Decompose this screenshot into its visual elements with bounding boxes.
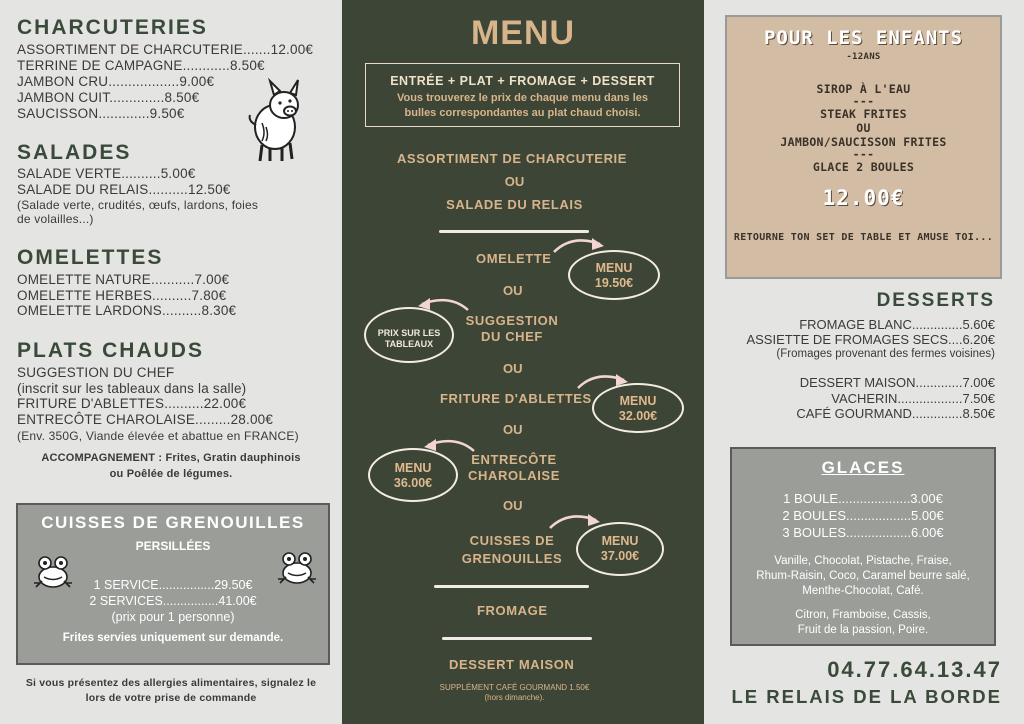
formula-title: ENTRÉE + PLAT + FROMAGE + DESSERT xyxy=(390,74,655,88)
menu-item xyxy=(460,532,564,568)
menu-line: ASSORTIMENT DE CHARCUTERIE.......12.00€ xyxy=(17,42,314,57)
menu-line: JAMBON CRU..................9.00€ xyxy=(17,74,215,89)
menu-item-line: SUGGESTION xyxy=(465,313,559,328)
kids-price: 12.00€ xyxy=(822,186,905,210)
menu-line: SALADE VERTE..........5.00€ xyxy=(17,166,196,181)
flavours-line: Citron, Framboise, Cassis, xyxy=(795,609,931,621)
menu-item: FROMAGE xyxy=(477,603,548,618)
menu-item: OMELETTE xyxy=(476,251,552,266)
menu-line: CAFÉ GOURMAND..............8.50€ xyxy=(796,406,995,421)
allergy-note: Si vous présentez des allergies alimentaires, signalez le xyxy=(25,677,317,689)
menu-line: SAUCISSON.............9.50€ xyxy=(17,106,185,121)
salades-title: SALADES xyxy=(17,141,132,164)
menu-note: Frites servies uniquement sur demande. xyxy=(62,632,284,644)
supplement-note: SUPPLÉMENT CAFÉ GOURMAND 1.50€ xyxy=(439,683,590,692)
menu-item-line: CUISSES DE xyxy=(469,533,555,548)
pig-icon xyxy=(240,75,310,165)
menu-line: 3 BOULES..................6.00€ xyxy=(782,525,944,540)
menu-note: (Fromages provenant des fermes voisines) xyxy=(776,348,995,360)
kids-item: GLACE 2 BOULES xyxy=(812,160,915,174)
flavours-line: Vanille, Chocolat, Pistache, Fraise, xyxy=(774,555,952,567)
menu-line: 1 BOULE....................3.00€ xyxy=(783,491,943,506)
glaces-box xyxy=(730,447,996,646)
menu-line: VACHERIN..................7.50€ xyxy=(831,391,995,406)
flavours-line: Menthe-Chocolat, Café. xyxy=(802,585,924,597)
kids-item: SIROP À L'EAU xyxy=(816,82,911,96)
menu-line: ENTRECÔTE CHAROLAISE.........28.00€ xyxy=(17,412,274,427)
menu-line: OMELETTE NATURE...........7.00€ xyxy=(17,272,230,287)
frog-icon xyxy=(32,553,74,591)
menu-formula-box xyxy=(365,63,680,127)
menu-line: SALADE DU RELAIS..........12.50€ xyxy=(17,182,231,197)
bubble-price: 32.00€ xyxy=(618,409,658,423)
flavours-line: Rhum-Raisin, Coco, Caramel beurre salé, xyxy=(756,570,970,582)
menu-note: (Env. 350G, Viande élevée et abattue en FRANCE) xyxy=(17,429,299,443)
restaurant-name: LE RELAIS DE LA BORDE xyxy=(731,686,1002,707)
grenouilles-title: CUISSES DE GRENOUILLES xyxy=(41,513,305,532)
menu-line: DESSERT MAISON.............7.00€ xyxy=(799,375,995,390)
accompagnement: ACCOMPAGNEMENT : Frites, Gratin dauphinois xyxy=(41,452,301,464)
kids-item: JAMBON/SAUCISSON FRITES xyxy=(780,135,947,149)
menu-line: SUGGESTION DU CHEF xyxy=(17,365,175,380)
menu-item-line: ENTRECÔTE xyxy=(471,452,557,467)
curved-arrow-icon xyxy=(552,234,608,256)
menu-item-line: GRENOUILLES xyxy=(461,551,563,566)
bubble-label: MENU xyxy=(601,534,639,548)
or-label: OU xyxy=(503,498,523,513)
menu-item: ASSORTIMENT DE CHARCUTERIE xyxy=(396,151,628,166)
bubble-label: MENU xyxy=(394,461,432,475)
menu-line: FRITURE D'ABLETTES..........22.00€ xyxy=(17,396,247,411)
flavours-line: Fruit de la passion, Poire. xyxy=(797,624,929,636)
or-label: OU xyxy=(503,422,523,437)
menu-item-line: DU CHEF xyxy=(481,329,543,344)
menu-item: DESSERT MAISON xyxy=(449,657,575,672)
divider-stroke xyxy=(439,230,589,233)
menu-item-line: CHAROLAISE xyxy=(468,468,560,483)
plats-title: PLATS CHAUDS xyxy=(17,339,204,362)
bubble-label: MENU xyxy=(619,394,657,408)
kids-separator: --- xyxy=(852,94,875,108)
kids-separator: --- xyxy=(852,147,875,161)
grenouilles-subtitle: PERSILLÉES xyxy=(135,539,211,553)
menu-item: SALADE DU RELAIS xyxy=(446,197,583,212)
omelettes-title: OMELETTES xyxy=(17,246,164,269)
curved-arrow-icon xyxy=(420,435,476,457)
left-column xyxy=(0,0,342,724)
menu-note: (prix pour 1 personne) xyxy=(111,610,235,624)
phone-number: 04.77.64.13.47 xyxy=(827,657,1002,682)
curved-arrow-icon xyxy=(576,370,632,392)
kids-item: STEAK FRITES xyxy=(820,107,907,121)
bubble-label: PRIX SUR LES xyxy=(377,328,441,338)
grenouilles-box xyxy=(16,503,330,665)
kids-menu-box xyxy=(725,15,1002,279)
or-label: OU xyxy=(504,174,525,189)
bubble-price: 19.50€ xyxy=(594,276,634,290)
menu-line: OMELETTE LARDONS..........8.30€ xyxy=(17,303,237,318)
kids-footer: RETOURNE TON SET DE TABLE ET AMUSE TOI... xyxy=(733,232,994,243)
bubble-price: 36.00€ xyxy=(393,476,433,490)
bubble-label: MENU xyxy=(595,261,633,275)
allergy-note: lors de votre prise de commande xyxy=(85,692,257,704)
right-column xyxy=(704,0,1024,724)
kids-title: POUR LES ENFANTS xyxy=(763,27,964,49)
bubble-label: TABLEAUX xyxy=(384,339,434,349)
menu-title: MENU xyxy=(470,14,576,52)
frog-icon xyxy=(276,549,318,587)
glaces-title: GLACES xyxy=(821,458,905,477)
kids-item: OU xyxy=(856,121,871,135)
menu-item: FRITURE D'ABLETTES xyxy=(440,391,592,406)
divider-stroke xyxy=(442,637,592,640)
or-label: OU xyxy=(503,361,523,376)
kids-age: -12ANS xyxy=(846,52,881,62)
formula-line: Vous trouverez le prix de chaque menu dans les xyxy=(396,92,649,104)
accompagnement: ou Poêlée de légumes. xyxy=(109,468,233,480)
charcuteries-title: CHARCUTERIES xyxy=(17,16,208,39)
or-label: OU xyxy=(503,283,523,298)
menu-line: 1 SERVICE................29.50€ xyxy=(93,578,253,592)
menu-note: de volailles...) xyxy=(17,212,94,226)
menu-line: (inscrit sur les tableaux dans la salle) xyxy=(17,381,247,396)
supplement-note: (hors dimanche). xyxy=(484,693,545,702)
curved-arrow-icon xyxy=(414,294,470,316)
menu-line: 2 SERVICES................41.00€ xyxy=(89,594,257,608)
menu-item xyxy=(464,452,564,484)
menu-price-bubble xyxy=(568,250,660,300)
menu-line: OMELETTE HERBES..........7.80€ xyxy=(17,288,227,303)
menu-line: ASSIETTE DE FROMAGES SECS....6.20€ xyxy=(746,332,995,347)
curved-arrow-icon xyxy=(548,510,604,532)
divider-stroke xyxy=(434,585,589,588)
menu-line: FROMAGE BLANC..............5.60€ xyxy=(799,317,995,332)
menu-line: TERRINE DE CAMPAGNE............8.50€ xyxy=(17,58,265,73)
menu-note: (Salade verte, crudités, œufs, lardons, foies xyxy=(17,198,259,212)
bubble-price: 37.00€ xyxy=(600,549,640,563)
desserts-title: DESSERTS xyxy=(876,290,995,311)
formula-line: bulles correspondantes au plat chaud choisi. xyxy=(404,107,641,119)
middle-column xyxy=(342,0,704,724)
menu-line: JAMBON CUIT..............8.50€ xyxy=(17,90,200,105)
menu-line: 2 BOULES..................5.00€ xyxy=(782,508,944,523)
menu-item xyxy=(462,313,562,345)
